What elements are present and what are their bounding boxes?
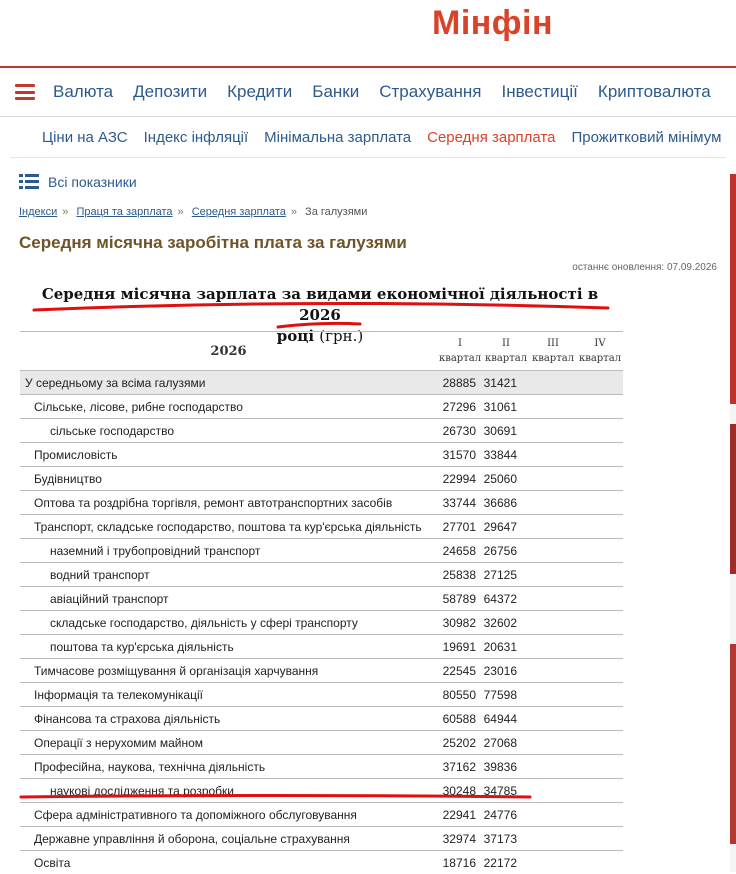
table-row	[20, 707, 623, 731]
q3-value	[529, 803, 577, 827]
q3-value	[529, 395, 577, 419]
breadcrumb-average-wage[interactable]: Середня зарплата	[192, 206, 286, 218]
row-name: поштова та кур'єрська діяльність	[20, 635, 437, 659]
row-name: У середньому за всіма галузями	[20, 371, 437, 395]
right-ad-strip	[730, 174, 736, 872]
q4-value	[577, 683, 623, 707]
q4-value	[577, 851, 623, 874]
q3-value	[529, 611, 577, 635]
table-row	[20, 731, 623, 755]
row-name: наукові дослідження та розробки	[20, 779, 437, 803]
q2-value: 27125	[483, 563, 529, 587]
q2-value: 24776	[483, 803, 529, 827]
q1-value: 24658	[437, 539, 483, 563]
table-row	[20, 467, 623, 491]
q1-value: 31570	[437, 443, 483, 467]
nav-item-crypto[interactable]: Криптовалюта	[598, 82, 711, 102]
q3-value	[529, 731, 577, 755]
nav-item-banks[interactable]: Банки	[312, 82, 359, 102]
row-name: Фінансова та страхова діяльність	[20, 707, 437, 731]
table-row	[20, 635, 623, 659]
q3-value	[529, 827, 577, 851]
q4-value	[577, 371, 623, 395]
q1-value: 26730	[437, 419, 483, 443]
row-name: Оптова та роздрібна торгівля, ремонт автотранспортних засобів	[20, 491, 437, 515]
row-name: Інформація та телекомунікації	[20, 683, 437, 707]
quarter-header-3: III квартал	[529, 332, 577, 371]
q3-value	[529, 371, 577, 395]
q1-value: 60588	[437, 707, 483, 731]
subnav-minimum-wage[interactable]: Мінімальна зарплата	[256, 129, 419, 146]
q2-value: 36686	[483, 491, 529, 515]
q4-value	[577, 707, 623, 731]
title-annotation-underline	[30, 296, 614, 330]
table-row	[20, 419, 623, 443]
q2-value: 30691	[483, 419, 529, 443]
table-row	[20, 515, 623, 539]
table-row	[20, 371, 623, 395]
q4-value	[577, 803, 623, 827]
nav-item-credits[interactable]: Кредити	[227, 82, 292, 102]
all-indicators-label: Всі показники	[48, 174, 137, 190]
table-row	[20, 683, 623, 707]
row-name: складське господарство, діяльність у сфері транспорту	[20, 611, 437, 635]
q1-value: 25838	[437, 563, 483, 587]
q1-value: 33744	[437, 491, 483, 515]
last-updated: останнє оновлення: 07.09.2026	[572, 262, 717, 273]
q4-value	[577, 659, 623, 683]
q3-value	[529, 563, 577, 587]
row-name: Державне управління й оборона, соціальне страхування	[20, 827, 437, 851]
q1-value: 27701	[437, 515, 483, 539]
q4-value	[577, 731, 623, 755]
q2-value: 29647	[483, 515, 529, 539]
q2-value: 25060	[483, 467, 529, 491]
table-row	[20, 395, 623, 419]
q2-value: 32602	[483, 611, 529, 635]
table-row	[20, 755, 623, 779]
table-row	[20, 539, 623, 563]
q1-value: 80550	[437, 683, 483, 707]
header-logo-bar	[0, 0, 736, 68]
year-header: 2026	[20, 332, 437, 371]
q2-value: 39836	[483, 755, 529, 779]
table-row	[20, 659, 623, 683]
table-title-unit: (грн.)	[319, 327, 363, 345]
row-name: Сфера адміністративного та допоміжного обслуговування	[20, 803, 437, 827]
q3-value	[529, 443, 577, 467]
q4-value	[577, 467, 623, 491]
q3-value	[529, 755, 577, 779]
q3-value	[529, 659, 577, 683]
q4-value	[577, 419, 623, 443]
q1-value: 27296	[437, 395, 483, 419]
row-name: Тимчасове розміщування й організація харчування	[20, 659, 437, 683]
row-name: Операції з нерухомим майном	[20, 731, 437, 755]
row-name: наземний і трубопровідний транспорт	[20, 539, 437, 563]
nav-item-investments[interactable]: Інвестиції	[501, 82, 577, 102]
q2-value: 31421	[483, 371, 529, 395]
q4-value	[577, 395, 623, 419]
q3-value	[529, 419, 577, 443]
table-row	[20, 491, 623, 515]
q3-value	[529, 851, 577, 874]
q2-value: 64944	[483, 707, 529, 731]
q2-value: 26756	[483, 539, 529, 563]
q4-value	[577, 515, 623, 539]
q2-value: 64372	[483, 587, 529, 611]
minfin-logo[interactable]: Мінфін	[432, 4, 553, 43]
nav-item-deposits[interactable]: Депозити	[133, 82, 207, 102]
row-annotation-underline	[18, 791, 538, 803]
sub-nav	[10, 117, 726, 158]
q3-value	[529, 491, 577, 515]
quarter-header-4: IV квартал	[577, 332, 623, 371]
row-name: Промисловість	[20, 443, 437, 467]
page-title: Середня місячна заробітна плата за галузями	[19, 233, 407, 253]
table-title-word: році	[277, 327, 314, 345]
q1-value: 28885	[437, 371, 483, 395]
q2-value: 23016	[483, 659, 529, 683]
subnav-subsistence-minimum[interactable]: Прожитковий мінімум	[563, 129, 729, 146]
q3-value	[529, 635, 577, 659]
q2-value: 31061	[483, 395, 529, 419]
row-name: Транспорт, складське господарство, поштова та кур'єрська діяльність	[20, 515, 437, 539]
q1-value: 18716	[437, 851, 483, 874]
q2-value: 27068	[483, 731, 529, 755]
q3-value	[529, 539, 577, 563]
breadcrumb-current: За галузями	[305, 206, 367, 218]
q4-value	[577, 491, 623, 515]
subnav-fuel-prices[interactable]: Ціни на АЗС	[34, 129, 136, 146]
row-name: Сільське, лісове, рибне господарство	[20, 395, 437, 419]
q3-value	[529, 515, 577, 539]
q4-value	[577, 635, 623, 659]
q1-value: 30982	[437, 611, 483, 635]
row-name: авіаційний транспорт	[20, 587, 437, 611]
q1-value: 37162	[437, 755, 483, 779]
q1-value: 22545	[437, 659, 483, 683]
q4-value	[577, 779, 623, 803]
q2-value: 37173	[483, 827, 529, 851]
q2-value: 22172	[483, 851, 529, 874]
q3-value	[529, 467, 577, 491]
table-title-main: Середня місячна зарплата за видами економічної діяльності в 2026	[42, 285, 598, 324]
subnav-average-wage[interactable]: Середня зарплата	[419, 129, 563, 146]
q4-value	[577, 827, 623, 851]
q1-value: 22994	[437, 467, 483, 491]
breadcrumb-indices[interactable]: Індекси	[19, 206, 57, 218]
table-row	[20, 851, 623, 874]
q2-value: 34785	[483, 779, 529, 803]
q3-value	[529, 587, 577, 611]
q2-value: 77598	[483, 683, 529, 707]
subnav-inflation-index[interactable]: Індекс інфляції	[136, 129, 257, 146]
q4-value	[577, 443, 623, 467]
table-row	[20, 827, 623, 851]
table-row	[20, 803, 623, 827]
breadcrumb: Індекси » Праця та зарплата » Середня зарплата » За галузями	[19, 206, 367, 218]
q4-value	[577, 563, 623, 587]
q1-value: 22941	[437, 803, 483, 827]
row-name: сільське господарство	[20, 419, 437, 443]
quarter-header-2: II квартал	[483, 332, 529, 371]
q3-value	[529, 683, 577, 707]
row-name: Будівництво	[20, 467, 437, 491]
q1-value: 30248	[437, 779, 483, 803]
list-icon	[19, 174, 39, 190]
hamburger-menu-icon[interactable]	[15, 84, 35, 100]
q1-value: 32974	[437, 827, 483, 851]
quarter-header-1: I квартал	[437, 332, 483, 371]
table-row	[20, 443, 623, 467]
q4-value	[577, 587, 623, 611]
table-header-row	[20, 332, 623, 371]
q2-value: 33844	[483, 443, 529, 467]
q1-value: 25202	[437, 731, 483, 755]
main-nav	[0, 68, 736, 117]
all-indicators-link[interactable]	[19, 174, 137, 190]
table-row	[20, 563, 623, 587]
nav-item-insurance[interactable]: Страхування	[379, 82, 481, 102]
row-name: Професійна, наукова, технічна діяльність	[20, 755, 437, 779]
q4-value	[577, 611, 623, 635]
q1-value: 58789	[437, 587, 483, 611]
breadcrumb-labor-wages[interactable]: Праця та зарплата	[76, 206, 172, 218]
q2-value: 20631	[483, 635, 529, 659]
q4-value	[577, 539, 623, 563]
row-name: водний транспорт	[20, 563, 437, 587]
table-row	[20, 587, 623, 611]
q1-value: 19691	[437, 635, 483, 659]
row-name: Освіта	[20, 851, 437, 874]
q3-value	[529, 707, 577, 731]
table-row	[20, 611, 623, 635]
nav-item-currency[interactable]: Валюта	[53, 82, 113, 102]
q4-value	[577, 755, 623, 779]
